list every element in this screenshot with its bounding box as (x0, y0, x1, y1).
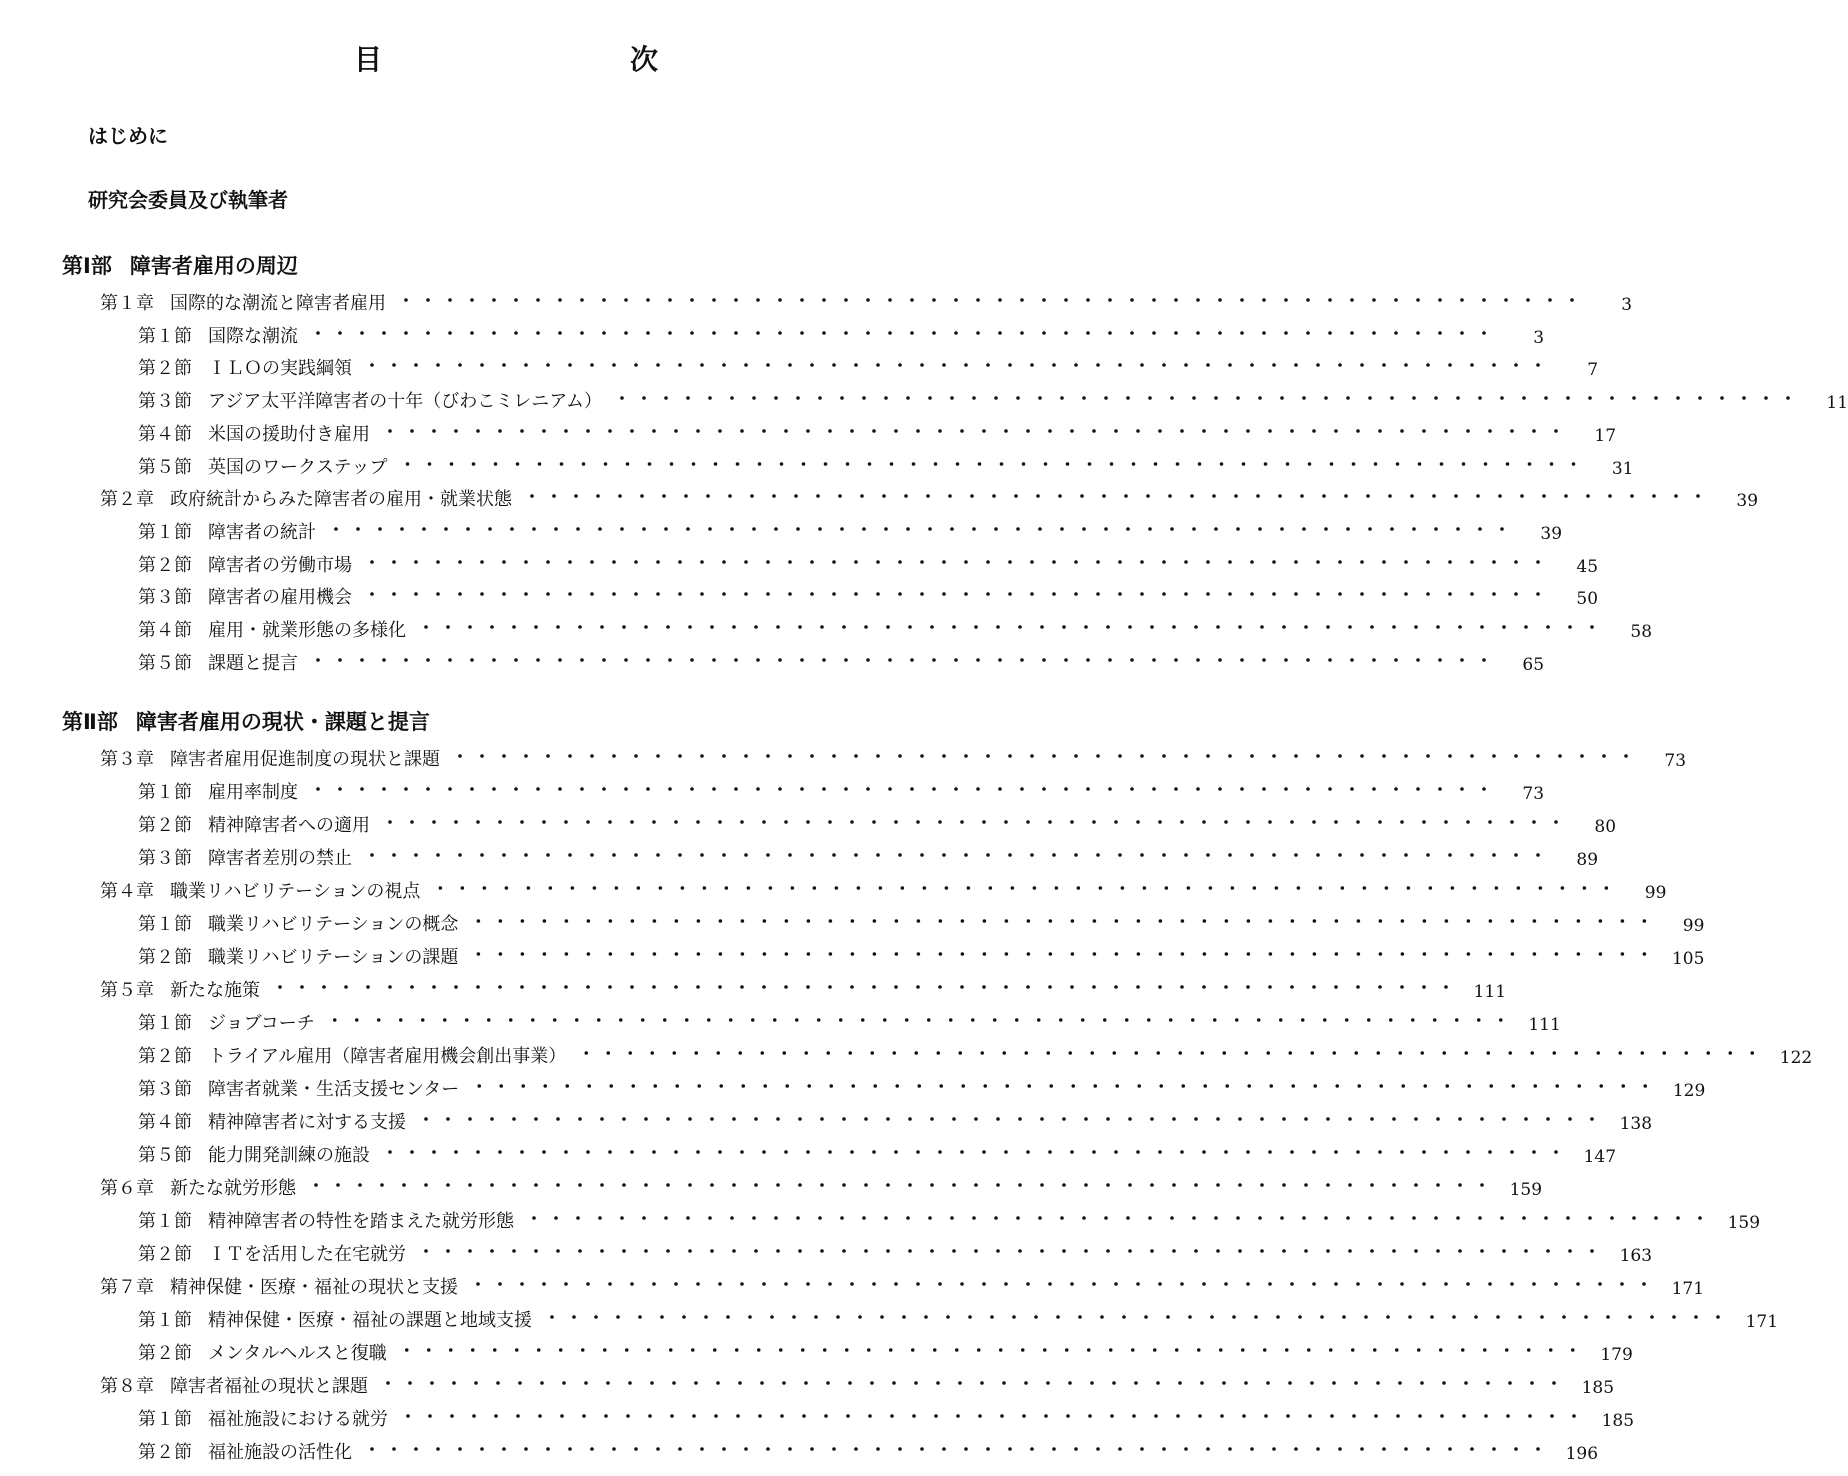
dot-leader: ・・・・・・・・・・・・・・・・・・・・・・・・・・・・・・・・・・・・・・・・・・・・・・・・・・・・・・ (614, 389, 1803, 409)
toc-chapter-row[interactable] (100, 1365, 1615, 1398)
toc-section-row[interactable] (138, 1101, 1653, 1134)
toc-chapter-row[interactable] (100, 478, 1759, 512)
dot-leader: ・・・・・・・・・・・・・・・・・・・・・・・・・・・・・・・・・・・・・・・・・・・・・・・・・・・・・・ (380, 1374, 1569, 1393)
chapter-number: 第８章 (100, 1376, 154, 1397)
section-number: 第３節 (138, 391, 192, 413)
toc-section-row[interactable] (138, 1068, 1706, 1101)
dot-leader: ・・・・・・・・・・・・・・・・・・・・・・・・・・・・・・・・・・・・・・・・・・・・・・・・・・・・・・ (400, 1407, 1589, 1426)
section-number: 第５節 (138, 456, 192, 478)
section-number: 第１節 (138, 1013, 192, 1034)
section-title: 職業リハビリテーションの概念 (208, 914, 459, 935)
toc-section-row[interactable] (138, 804, 1617, 837)
page-number: 39 (1540, 523, 1563, 544)
section-number: 第２節 (138, 1244, 192, 1265)
section-title: 障害者の雇用機会 (208, 587, 352, 609)
dot-leader: ・・・・・・・・・・・・・・・・・・・・・・・・・・・・・・・・・・・・・・・・・・・・・・・・・・・・・・ (364, 585, 1553, 605)
toc-section-row[interactable] (138, 1398, 1635, 1431)
section-title: 福祉施設の活性化 (208, 1442, 352, 1463)
dot-leader: ・・・・・・・・・・・・・・・・・・・・・・・・・・・・・・・・・・・・・・・・・・・・・・・・・・・・・・ (526, 1209, 1715, 1228)
dot-leader: ・・・・・・・・・・・・・・・・・・・・・・・・・・・・・・・・・・・・・・・・・・・・・・・・・・・・・・ (418, 1242, 1607, 1261)
dot-leader: ・・・・・・・・・・・・・・・・・・・・・・・・・・・・・・・・・・・・・・・・・・・・・・・・・・・・・・ (308, 1176, 1497, 1195)
chapter-title: 新たな施策 (170, 980, 260, 1001)
section-number: 第１節 (138, 782, 192, 803)
toc-section-row[interactable] (138, 609, 1653, 642)
chapter-number: 第３章 (100, 749, 154, 770)
page-number: 65 (1522, 654, 1545, 675)
section-title: トライアル雇用（障害者雇用機会創出事業） (208, 1046, 567, 1067)
chapter-title: 国際的な潮流と障害者雇用 (170, 293, 386, 314)
section-number: 第３節 (138, 587, 192, 609)
part-title: 障害者雇用の現状・課題と提言 (135, 710, 430, 734)
section-title: 雇用・就業形態の多様化 (208, 620, 406, 641)
chapter-number: 第１章 (100, 293, 154, 314)
page-number: 129 (1672, 1081, 1706, 1101)
section-title: 精神障害者に対する支援 (208, 1112, 406, 1133)
page-number: 58 (1630, 622, 1653, 642)
dot-leader: ・・・・・・・・・・・・・・・・・・・・・・・・・・・・・・・・・・・・・・・・・・・・・・・・・・・・・・ (382, 813, 1571, 832)
section-number: 第１節 (138, 1211, 192, 1232)
section-number: 第１節 (138, 914, 192, 935)
dot-leader: ・・・・・・・・・・・・・・・・・・・・・・・・・・・・・・・・・・・・・・・・・・・・・・・・・・・・・・ (418, 1110, 1607, 1129)
page-number: 111 (1528, 1015, 1561, 1035)
section-number: 第４節 (138, 1112, 192, 1133)
dot-leader: ・・・・・・・・・・・・・・・・・・・・・・・・・・・・・・・・・・・・・・・・・・・・・・・・・・・・・・ (326, 1011, 1515, 1030)
dot-leader: ・・・・・・・・・・・・・・・・・・・・・・・・・・・・・・・・・・・・・・・・・・・・・・・・・・・・・・ (470, 945, 1659, 964)
section-title: 福祉施設における就労 (208, 1409, 388, 1430)
section-number: 第４節 (138, 423, 192, 445)
section-title: 精神障害者の特性を踏まえた就労形態 (208, 1211, 514, 1232)
toc-section-row[interactable] (138, 315, 1545, 348)
section-number: 第２節 (138, 1343, 192, 1364)
chapter-title: 政府統計からみた障害者の雇用・就業状態 (170, 489, 512, 511)
page-number: 31 (1611, 458, 1634, 479)
toc-chapter-row[interactable] (100, 282, 1633, 315)
chapter-title: 障害者雇用促進制度の現状と課題 (170, 749, 440, 770)
section-number: 第１節 (138, 521, 192, 543)
section-number: 第１節 (138, 1409, 192, 1430)
toc-section-row[interactable] (138, 1233, 1653, 1266)
page-number: 196 (1565, 1444, 1599, 1464)
chapter-number: 第２章 (100, 489, 154, 511)
section-number: 第２節 (138, 947, 192, 968)
page-number: 105 (1671, 949, 1705, 969)
dot-leader: ・・・・・・・・・・・・・・・・・・・・・・・・・・・・・・・・・・・・・・・・・・・・・・・・・・・・・・ (364, 552, 1553, 572)
page-number: 185 (1601, 1411, 1635, 1431)
dot-leader: ・・・・・・・・・・・・・・・・・・・・・・・・・・・・・・・・・・・・・・・・・・・・・・・・・・・・・・ (364, 846, 1553, 865)
page-number: 80 (1594, 817, 1617, 837)
page-number: 171 (1671, 1279, 1705, 1299)
page-number: 171 (1745, 1312, 1779, 1332)
members-heading: 研究会委員及び執筆者 (88, 188, 288, 212)
section-title: 精神保健・医療・福祉の課題と地域支援 (208, 1310, 532, 1331)
chapter-title: 新たな就労形態 (170, 1178, 296, 1199)
toc-section-row[interactable] (138, 936, 1705, 969)
dot-leader: ・・・・・・・・・・・・・・・・・・・・・・・・・・・・・・・・・・・・・・・・・・・・・・・・・・・・・・ (418, 618, 1607, 637)
chapter-title: 職業リハビリテーションの視点 (170, 881, 421, 902)
chapter-title: 障害者福祉の現状と課題 (170, 1376, 368, 1397)
intro-heading: はじめに (88, 124, 168, 148)
page-number: 99 (1682, 916, 1705, 936)
section-title: 英国のワークステップ (208, 456, 388, 478)
section-number: 第２節 (138, 1046, 192, 1067)
dot-leader: ・・・・・・・・・・・・・・・・・・・・・・・・・・・・・・・・・・・・・・・・・・・・・・・・・・・・・・ (272, 978, 1461, 997)
page-number: 45 (1576, 556, 1599, 577)
toc-section-row[interactable] (138, 1035, 1813, 1068)
toc-section-row[interactable] (138, 380, 1848, 414)
section-title: ＩＴを活用した在宅就労 (208, 1244, 406, 1265)
dot-leader: ・・・・・・・・・・・・・・・・・・・・・・・・・・・・・・・・・・・・・・・・・・・・・・・・・・・・・・ (310, 650, 1499, 670)
section-number: 第２節 (138, 358, 192, 380)
dot-leader: ・・・・・・・・・・・・・・・・・・・・・・・・・・・・・・・・・・・・・・・・・・・・・・・・・・・・・・ (328, 519, 1517, 539)
chapter-number: 第４章 (100, 881, 154, 902)
toc-section-row[interactable] (138, 771, 1545, 804)
page-number: 147 (1583, 1147, 1617, 1167)
section-number: 第３節 (138, 1079, 192, 1100)
toc-section-row[interactable] (138, 1431, 1599, 1464)
section-title: アジア太平洋障害者の十年（びわこミレニアム） (208, 391, 603, 413)
dot-leader: ・・・・・・・・・・・・・・・・・・・・・・・・・・・・・・・・・・・・・・・・・・・・・・・・・・・・・・ (470, 912, 1659, 931)
section-title: ＩＬＯの実践綱領 (208, 358, 352, 380)
dot-leader: ・・・・・・・・・・・・・・・・・・・・・・・・・・・・・・・・・・・・・・・・・・・・・・・・・・・・・・ (470, 1275, 1659, 1294)
section-title: 障害者の統計 (208, 521, 316, 543)
section-number: 第３節 (138, 848, 192, 869)
section-number: 第１節 (138, 325, 192, 347)
toc-section-row[interactable] (138, 544, 1599, 577)
dot-leader: ・・・・・・・・・・・・・・・・・・・・・・・・・・・・・・・・・・・・・・・・・・・・・・・・・・・・・・ (382, 1143, 1571, 1162)
page-number: 122 (1779, 1048, 1813, 1068)
page-number: 138 (1619, 1114, 1653, 1134)
page-number: 159 (1509, 1180, 1543, 1200)
dot-leader: ・・・・・・・・・・・・・・・・・・・・・・・・・・・・・・・・・・・・・・・・・・・・・・・・・・・・・・ (399, 454, 1588, 474)
page-number: 99 (1644, 883, 1667, 903)
toc-chapter-row[interactable] (100, 1266, 1705, 1299)
section-number: 第２節 (138, 554, 192, 576)
section-number: 第５節 (138, 652, 192, 674)
section-title: 障害者差別の禁止 (208, 848, 352, 869)
toc-chapter-row[interactable] (100, 738, 1687, 771)
section-title: 課題と提言 (208, 652, 298, 674)
section-title: 能力開発訓練の施設 (208, 1145, 370, 1166)
section-title: ジョブコーチ (208, 1013, 315, 1034)
toc-section-row[interactable] (138, 1332, 1633, 1365)
page-number: 11 (1826, 393, 1848, 414)
toc-section-row[interactable] (138, 446, 1634, 479)
chapter-number: 第７章 (100, 1277, 154, 1298)
section-number: 第４節 (138, 620, 192, 641)
toc-section-row[interactable] (138, 837, 1599, 870)
chapter-number: 第６章 (100, 1178, 154, 1199)
toc-section-row[interactable] (138, 347, 1599, 381)
section-title: メンタルヘルスと復職 (208, 1343, 387, 1364)
part-heading (62, 706, 430, 736)
section-number: 第５節 (138, 1145, 192, 1166)
page-number: 17 (1594, 425, 1617, 446)
section-number: 第２節 (138, 815, 192, 836)
page-number: 50 (1576, 589, 1599, 610)
page-number: 73 (1664, 751, 1687, 771)
dot-leader: ・・・・・・・・・・・・・・・・・・・・・・・・・・・・・・・・・・・・・・・・・・・・・・・・・・・・・・ (578, 1044, 1767, 1063)
section-title: 職業リハビリテーションの課題 (208, 947, 459, 968)
dot-leader: ・・・・・・・・・・・・・・・・・・・・・・・・・・・・・・・・・・・・・・・・・・・・・・・・・・・・・・ (310, 323, 1499, 343)
page-number: 159 (1727, 1213, 1761, 1233)
dot-leader: ・・・・・・・・・・・・・・・・・・・・・・・・・・・・・・・・・・・・・・・・・・・・・・・・・・・・・・ (471, 1077, 1660, 1096)
dot-leader: ・・・・・・・・・・・・・・・・・・・・・・・・・・・・・・・・・・・・・・・・・・・・・・・・・・・・・・ (398, 291, 1587, 310)
part-title: 障害者雇用の周辺 (129, 254, 298, 278)
toc-section-row[interactable] (138, 1002, 1561, 1035)
toc-section-row[interactable] (138, 642, 1545, 675)
page-title: 目 次 (353, 43, 768, 76)
section-title: 障害者就業・生活支援センター (208, 1079, 460, 1100)
page-number: 3 (1533, 327, 1545, 348)
section-title: 雇用率制度 (208, 782, 298, 803)
section-title: 精神障害者への適用 (208, 815, 370, 836)
page-number: 185 (1581, 1378, 1615, 1398)
dot-leader: ・・・・・・・・・・・・・・・・・・・・・・・・・・・・・・・・・・・・・・・・・・・・・・・・・・・・・・ (382, 421, 1571, 441)
page-number: 179 (1600, 1345, 1633, 1365)
page-number: 7 (1587, 360, 1599, 381)
chapter-title: 精神保健・医療・福祉の現状と支援 (170, 1277, 458, 1298)
toc-section-row[interactable] (138, 511, 1563, 544)
toc-section-row[interactable] (138, 1200, 1761, 1233)
toc-chapter-row[interactable] (100, 969, 1507, 1002)
dot-leader: ・・・・・・・・・・・・・・・・・・・・・・・・・・・・・・・・・・・・・・・・・・・・・・・・・・・・・・ (398, 1341, 1587, 1360)
toc-section-row[interactable] (138, 413, 1617, 446)
section-title: 障害者の労働市場 (208, 554, 352, 576)
part-heading (62, 250, 298, 280)
section-title: 国際な潮流 (208, 325, 298, 347)
section-number: 第１節 (138, 1310, 192, 1331)
page-number: 3 (1621, 295, 1633, 315)
dot-leader: ・・・・・・・・・・・・・・・・・・・・・・・・・・・・・・・・・・・・・・・・・・・・・・・・・・・・・・ (452, 747, 1641, 766)
section-title: 米国の援助付き雇用 (208, 423, 370, 445)
dot-leader: ・・・・・・・・・・・・・・・・・・・・・・・・・・・・・・・・・・・・・・・・・・・・・・・・・・・・・・ (544, 1308, 1733, 1327)
part-number: 第Ⅱ部 (62, 710, 118, 734)
page-number: 111 (1473, 982, 1507, 1002)
part-number: 第Ⅰ部 (62, 254, 112, 278)
dot-leader: ・・・・・・・・・・・・・・・・・・・・・・・・・・・・・・・・・・・・・・・・・・・・・・・・・・・・・・ (310, 780, 1499, 799)
section-number: 第２節 (138, 1442, 192, 1463)
page-number: 163 (1619, 1246, 1653, 1266)
toc-section-row[interactable] (138, 1299, 1779, 1332)
dot-leader: ・・・・・・・・・・・・・・・・・・・・・・・・・・・・・・・・・・・・・・・・・・・・・・・・・・・・・・ (524, 487, 1713, 507)
page-number: 73 (1522, 784, 1545, 804)
toc-section-row[interactable] (138, 903, 1705, 936)
toc-section-row[interactable] (138, 1134, 1617, 1167)
toc-chapter-row[interactable] (100, 870, 1667, 903)
dot-leader: ・・・・・・・・・・・・・・・・・・・・・・・・・・・・・・・・・・・・・・・・・・・・・・・・・・・・・・ (364, 1440, 1553, 1459)
page-number: 89 (1576, 850, 1599, 870)
chapter-number: 第５章 (100, 980, 154, 1001)
page-number: 39 (1736, 491, 1759, 512)
toc-chapter-row[interactable] (100, 1167, 1543, 1200)
toc-section-row[interactable] (138, 576, 1599, 610)
dot-leader: ・・・・・・・・・・・・・・・・・・・・・・・・・・・・・・・・・・・・・・・・・・・・・・・・・・・・・・ (364, 356, 1553, 376)
dot-leader: ・・・・・・・・・・・・・・・・・・・・・・・・・・・・・・・・・・・・・・・・・・・・・・・・・・・・・・ (432, 879, 1621, 898)
